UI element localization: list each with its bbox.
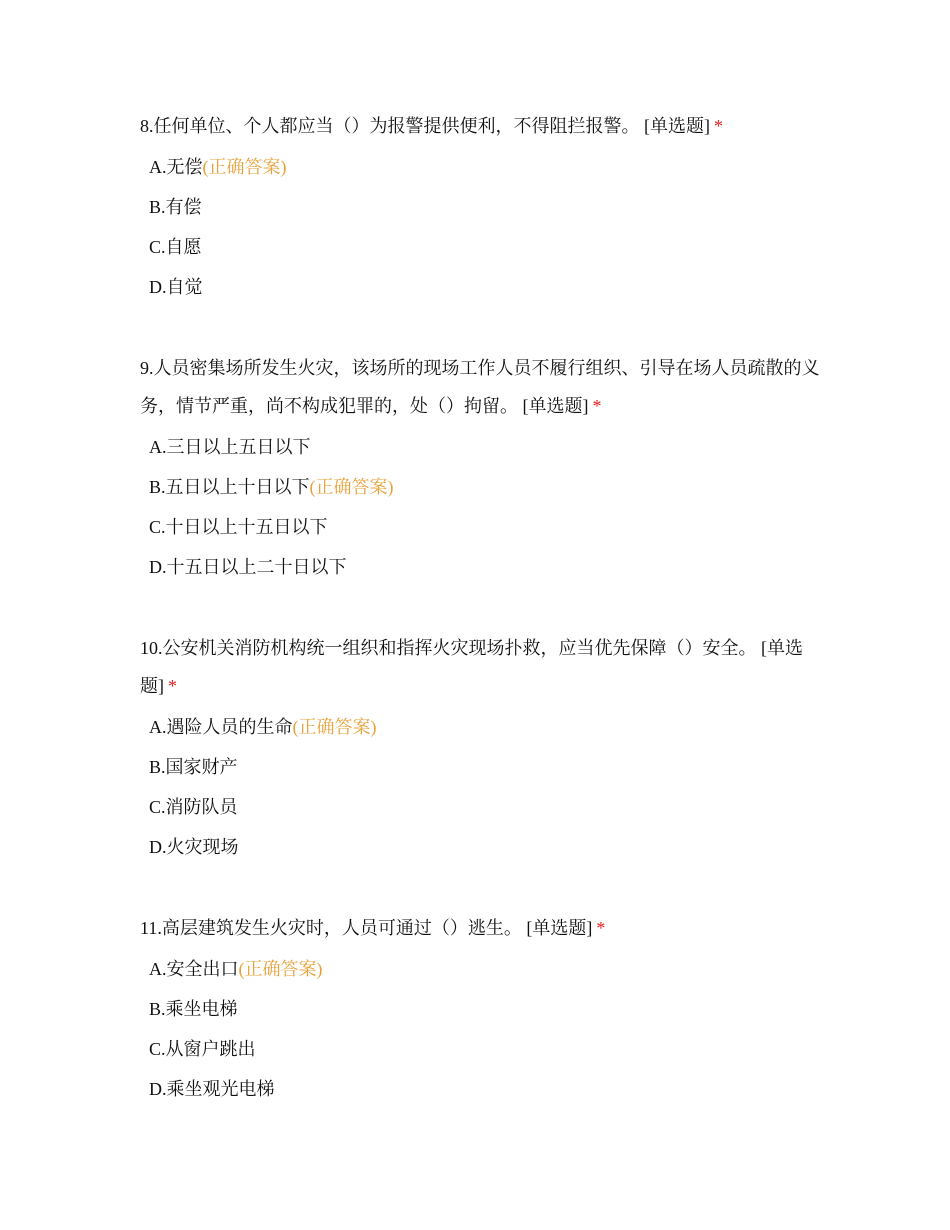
option-b[interactable]: [149, 989, 820, 1029]
question-text: 10.公安机关消防机构统一组织和指挥火灾现场扑救，应当优先保障（）安全。: [140, 638, 757, 658]
option-a[interactable]: [149, 949, 820, 989]
option-d[interactable]: [149, 547, 820, 587]
option-text: B.有偿: [149, 197, 202, 217]
option-list: [140, 949, 820, 1109]
option-list: [140, 707, 820, 867]
question-title: [140, 629, 820, 705]
question-9: [140, 349, 820, 587]
option-text: C.十日以上十五日以下: [149, 517, 328, 537]
option-a[interactable]: [149, 707, 820, 747]
option-text: C.从窗户跳出: [149, 1039, 256, 1059]
question-type-label: [单选题]: [522, 396, 589, 416]
option-c[interactable]: [149, 787, 820, 827]
question-text: 11.高层建筑发生火灾时，人员可通过（）逃生。: [140, 918, 522, 938]
option-text: A.无偿: [149, 157, 203, 177]
option-text: D.自觉: [149, 277, 203, 297]
option-a[interactable]: [149, 427, 820, 467]
required-mark: *: [592, 396, 602, 416]
option-b[interactable]: [149, 187, 820, 227]
option-list: [140, 147, 820, 307]
option-b[interactable]: [149, 747, 820, 787]
correct-answer-mark: (正确答案): [238, 959, 323, 979]
required-mark: *: [714, 116, 723, 136]
option-a[interactable]: [149, 147, 820, 187]
correct-answer-mark: (正确答案): [309, 477, 394, 497]
option-text: C.消防队员: [149, 797, 238, 817]
question-title: [140, 349, 820, 425]
option-c[interactable]: [149, 227, 820, 267]
option-text: B.五日以上十日以下: [149, 477, 310, 497]
correct-answer-mark: (正确答案): [292, 717, 377, 737]
question-11: [140, 909, 820, 1109]
option-text: B.乘坐电梯: [149, 999, 238, 1019]
option-c[interactable]: [149, 1029, 820, 1069]
question-type-label: [单选题]: [140, 638, 803, 696]
question-title: [140, 909, 820, 947]
question-8: [140, 107, 820, 307]
option-text: A.安全出口: [149, 959, 239, 979]
option-text: D.十五日以上二十日以下: [149, 557, 347, 577]
question-type-label: [单选题]: [644, 116, 710, 136]
option-list: [140, 427, 820, 587]
option-text: D.火灾现场: [149, 837, 239, 857]
option-d[interactable]: [149, 267, 820, 307]
correct-answer-mark: (正确答案): [202, 157, 287, 177]
question-text: 8.任何单位、个人都应当（）为报警提供便利，不得阻拦报警。: [140, 116, 640, 136]
question-title: [140, 107, 820, 145]
required-mark: *: [596, 918, 606, 938]
option-text: B.国家财产: [149, 757, 238, 777]
option-b[interactable]: [149, 467, 820, 507]
question-text: 9.人员密集场所发生火灾，该场所的现场工作人员不履行组织、引导在场人员疏散的义务，情节严重，尚不构成犯罪的，处（）拘留。: [140, 358, 820, 416]
required-mark: *: [168, 676, 177, 696]
question-10: [140, 629, 820, 867]
option-text: C.自愿: [149, 237, 202, 257]
option-text: A.遇险人员的生命: [149, 717, 293, 737]
option-c[interactable]: [149, 507, 820, 547]
option-d[interactable]: [149, 1069, 820, 1109]
option-text: A.三日以上五日以下: [149, 437, 311, 457]
question-type-label: [单选题]: [526, 918, 593, 938]
option-d[interactable]: [149, 827, 820, 867]
option-text: D.乘坐观光电梯: [149, 1079, 275, 1099]
